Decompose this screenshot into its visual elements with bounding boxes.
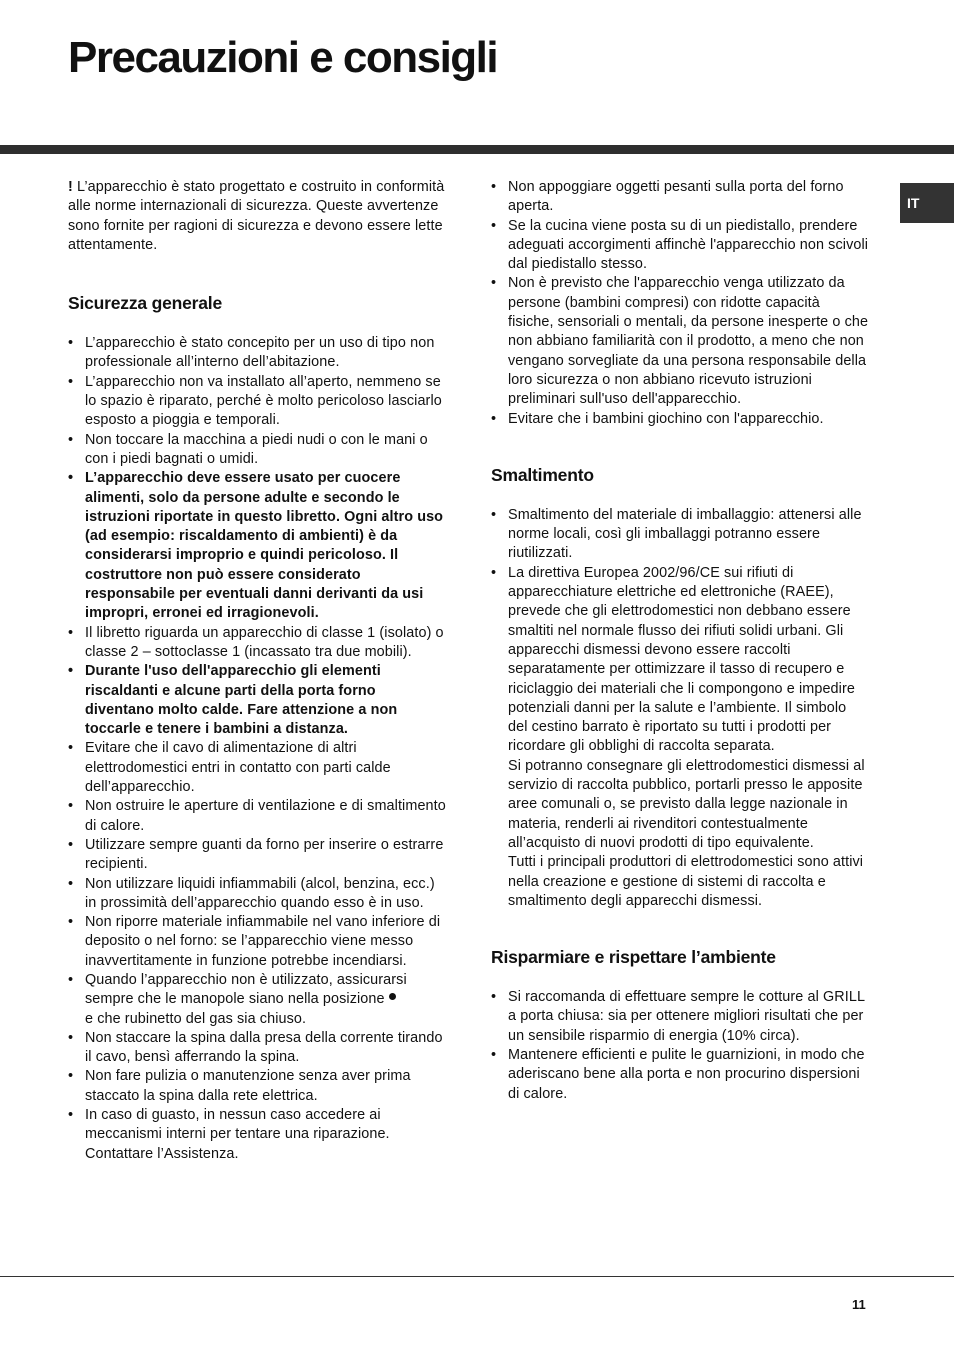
header-rule bbox=[0, 145, 954, 154]
list-item: • Smaltimento del materiale di imballaggio: attenersi alle norme locali, così gli imballaggi potranno essere riutilizzati. bbox=[491, 506, 869, 564]
left-column bbox=[68, 178, 448, 1164]
off-position-icon bbox=[389, 993, 396, 1000]
list-item: • Durante l'uso dell'apparecchio gli elementi riscaldanti e alcune parti della porta forno diventano molto calde. Fare attenzione a non toccarle e tenere i bambini a distanza. bbox=[68, 662, 448, 739]
page-title: Precauzioni e consigli bbox=[68, 33, 498, 82]
list-item: • Si raccomanda di effettuare sempre le cotture al GRILL a porta chiusa: sia per ottenere migliori risultati che per un sensibile risparmio di energia (10% circa). bbox=[491, 988, 869, 1046]
list-item: • Evitare che il cavo di alimentazione di altri elettrodomestici entri in contatto con parti calde dell’apparecchio. bbox=[68, 739, 448, 797]
heading-risparmiare: Risparmiare e rispettare l’ambiente bbox=[491, 947, 776, 968]
list-item: • Non appoggiare oggetti pesanti sulla porta del forno aperta. bbox=[491, 178, 869, 217]
knob-position-text: Quando l’apparecchio non è utilizzato, assicurarsi sempre che le manopole siano nella posizione bbox=[85, 971, 407, 1008]
list-risparmiare bbox=[491, 988, 869, 1104]
footer-rule bbox=[0, 1276, 954, 1277]
list-item: • L’apparecchio non va installato all’aperto, nemmeno se lo spazio è riparato, perché è molto pericoloso lasciarlo esposto a pioggia e temporali. bbox=[68, 373, 448, 431]
list-smaltimento bbox=[491, 506, 869, 911]
warning-mark: ! bbox=[68, 179, 73, 195]
list-right-top bbox=[491, 178, 869, 429]
list-item bbox=[491, 564, 869, 911]
language-tab: IT bbox=[900, 183, 954, 223]
list-item bbox=[68, 971, 448, 1029]
list-item: • In caso di guasto, in nessun caso accedere ai meccanismi interni per tentare una riparazione. Contattare l’Assistenza. bbox=[68, 1106, 448, 1164]
list-item: • Mantenere efficienti e pulite le guarnizioni, in modo che aderiscano bene alla porta e non procurino dispersioni di calore. bbox=[491, 1046, 869, 1104]
list-item: • Se la cucina viene posta su di un piedistallo, prendere adeguati accorgimenti affinchè l'apparecchio non scivoli dal piedistallo stesso. bbox=[491, 217, 869, 275]
list-item: • Non fare pulizia o manutenzione senza aver prima staccato la spina dalla rete elettrica. bbox=[68, 1067, 448, 1106]
list-item: • Utilizzare sempre guanti da forno per inserire o estrarre recipienti. bbox=[68, 836, 448, 875]
raee-para-1: Si potranno consegnare gli elettrodomestici dismessi al servizio di raccolta pubblico, portarli presso le apposite aree comunali o, se previsto dalla legge nazionale in materia, renderli ai rivenditori contestualmente all’acquisto di nuovi prodotti di tipo equivalente. bbox=[508, 757, 865, 851]
list-sicurezza bbox=[68, 334, 448, 1164]
list-item: • Non utilizzare liquidi infiammabili (alcol, benzina, ecc.) in prossimità dell’apparecchio quando esso è in uso. bbox=[68, 875, 448, 914]
heading-sicurezza: Sicurezza generale bbox=[68, 293, 222, 314]
right-column bbox=[491, 178, 869, 1104]
list-item: • Non è previsto che l'apparecchio venga utilizzato da persone (bambini compresi) con ridotte capacità fisiche, sensoriali o mentali, da persone inesperte o che non abbiano familiarità con il prodotto, a meno che non vengano sorvegliate da una persona responsabile della loro sicurezza o non abbiano ricevuto istruzioni preliminari sull'uso dell'apparecchio. bbox=[491, 274, 869, 409]
list-item: • Il libretto riguarda un apparecchio di classe 1 (isolato) o classe 2 – sottoclasse 1 (incassato tra due mobili). bbox=[68, 624, 448, 663]
raee-para-2: Tutti i principali produttori di elettrodomestici sono attivi nella creazione e gestione di sistemi di raccolta e smaltimento degli apparecchi dismessi. bbox=[508, 854, 864, 909]
list-item: • L’apparecchio è stato concepito per un uso di tipo non professionale all’interno dell’abitazione. bbox=[68, 334, 448, 373]
list-item: • Non staccare la spina dalla presa della corrente tirando il cavo, bensì afferrando la spina. bbox=[68, 1029, 448, 1068]
knob-position-text-end: e che rubinetto del gas sia chiuso. bbox=[85, 1010, 307, 1027]
list-item: • Non riporre materiale infiammabile nel vano inferiore di deposito o nel forno: se l’apparecchio viene messo inavvertitamente in funzione potrebbe incendiarsi. bbox=[68, 913, 448, 971]
list-item: • Non ostruire le aperture di ventilazione e di smaltimento di calore. bbox=[68, 797, 448, 836]
raee-text: • La direttiva Europea 2002/96/CE sui rifiuti di apparecchiature elettriche ed elettroniche (RAEE), prevede che gli elettrodomestici non debbano essere smaltiti nel normale flusso dei rifiuti solidi urbani. Gli apparecchi dismessi devono essere raccolti separatamente per ottimizzare il tasso di recupero e riciclaggio dei materiali che li compongono e impedire potenziali danni per la salute e l’ambiente. Il simbolo del cestino barrato è riportato su tutti i prodotti per ricordare gli obblighi di raccolta separata. bbox=[508, 564, 855, 755]
heading-smaltimento: Smaltimento bbox=[491, 464, 594, 485]
list-item: • L’apparecchio deve essere usato per cuocere alimenti, solo da persone adulte e secondo le istruzioni riportate in questo libretto. Ogni altro uso (ad esempio: riscaldamento di ambienti) è da considerarsi improprio e quindi pericoloso. Il costruttore non può essere considerato responsabile per eventuali danni derivanti da usi impropri, erronei ed irragionevoli. bbox=[68, 469, 448, 623]
intro-paragraph bbox=[68, 178, 448, 255]
list-item: • Evitare che i bambini giochino con l'apparecchio. bbox=[491, 410, 869, 429]
page-number: 11 bbox=[852, 1297, 866, 1312]
intro-text: L’apparecchio è stato progettato e costruito in conformità alle norme internazionali di sicurezza. Queste avvertenze sono fornite per ragioni di sicurezza e devono essere lette attentamente. bbox=[68, 179, 445, 253]
list-item: • Non toccare la macchina a piedi nudi o con le mani o con i piedi bagnati o umidi. bbox=[68, 431, 448, 470]
